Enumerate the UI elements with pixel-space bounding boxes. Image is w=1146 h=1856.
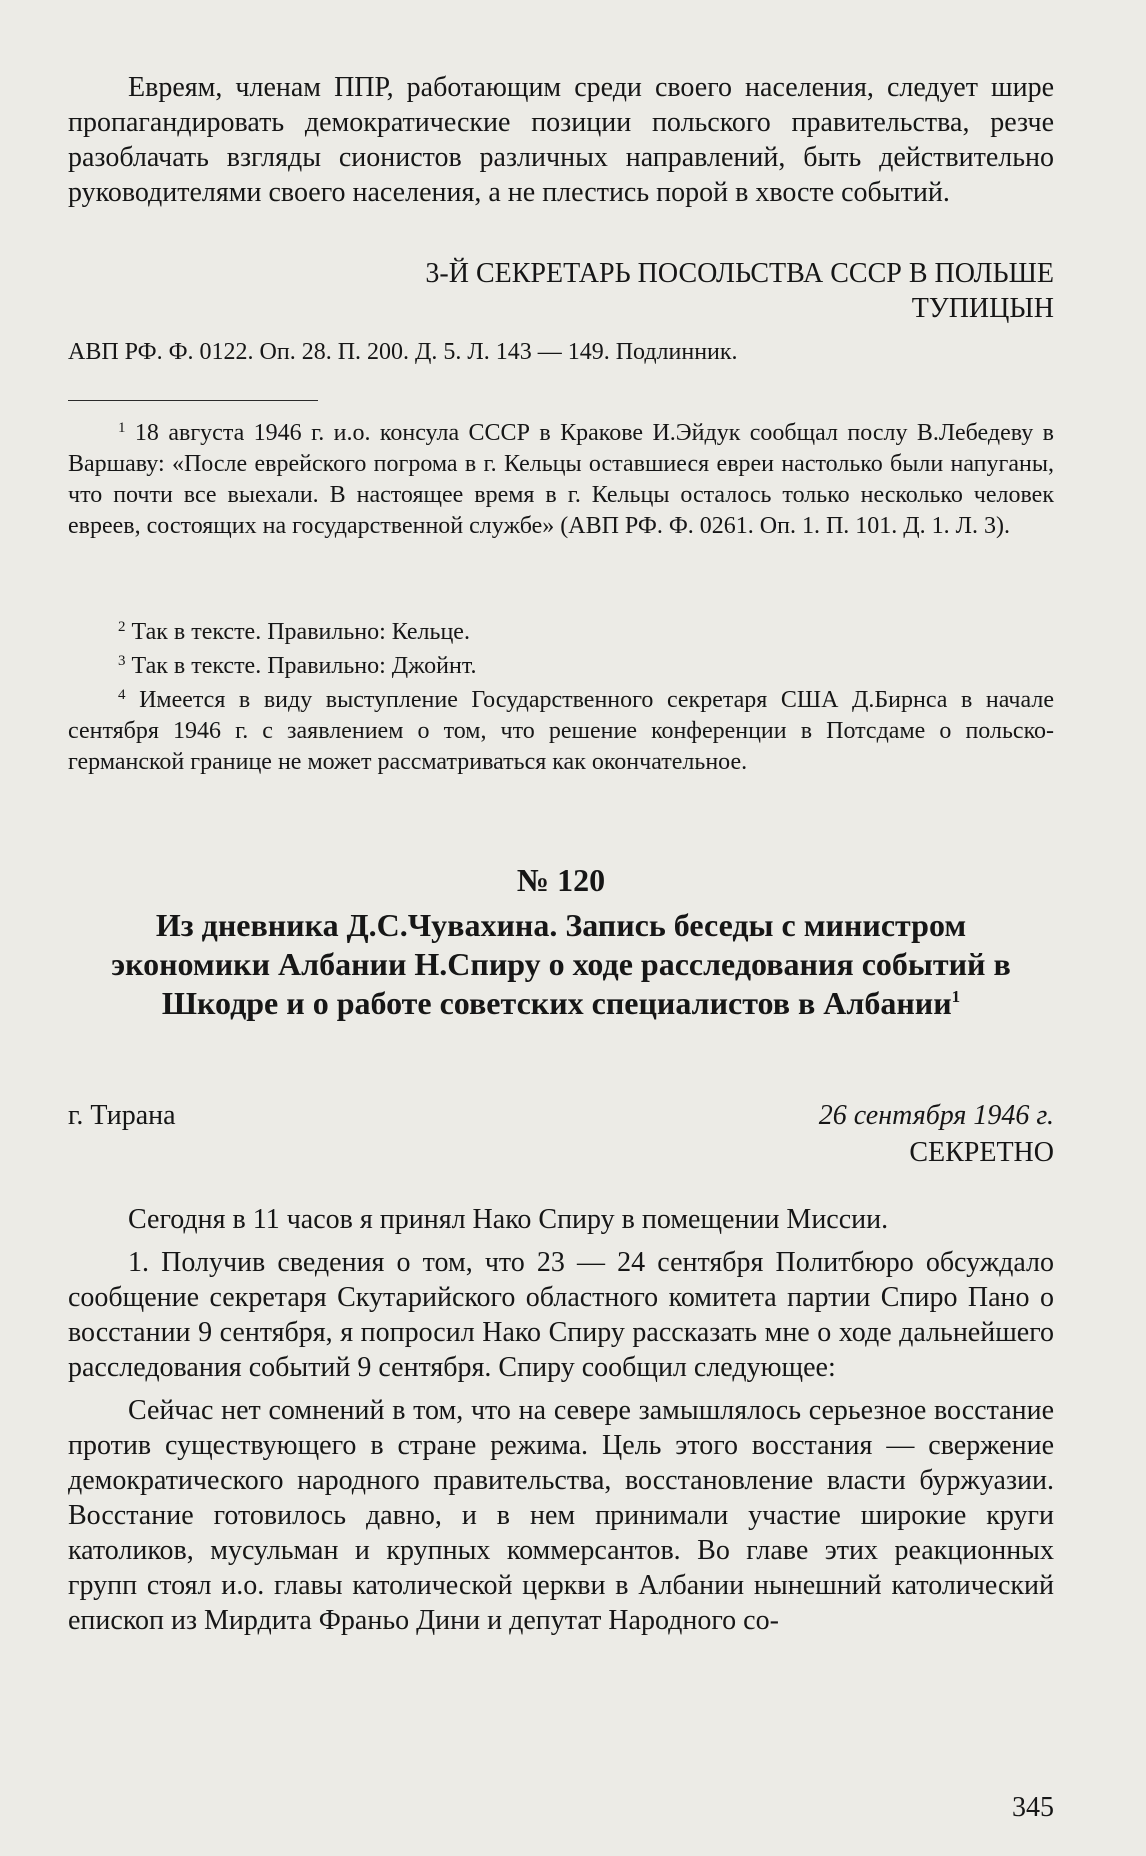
- body-paragraph-3: Сейчас нет сомнений в том, что на севере замышлялось серьезное восстание против существующего в стране режима. Цель этого восстания — свержение демократического народного правительства, восстановление власти буржуазии. Восстание готовилось давно, и в нем принимали участие широкие круги католиков, мусульман и крупных коммерсантов. Во главе этих реакционных групп стоял и.о. главы католической церкви в Албании нынешний католический епископ из Мирдита Франьо Дини и депутат Народного со-: [68, 1395, 1054, 1636]
- signature-name: ТУПИЦЫН: [911, 293, 1054, 324]
- footnote-2-text: Так в тексте. Правильно: Кельце.: [131, 619, 470, 645]
- body-section: [68, 1202, 1054, 1638]
- body-paragraph-1: Сегодня в 11 часов я принял Нако Спиру в помещении Миссии.: [128, 1204, 889, 1235]
- footnote-1: [68, 418, 1054, 542]
- footnote-separator: [68, 400, 318, 401]
- classification-mark: СЕКРЕТНО: [909, 1137, 1054, 1168]
- footnote-4-number: 4: [118, 687, 126, 703]
- document-place: г. Тирана: [68, 1100, 176, 1131]
- document-title-text: Из дневника Д.С.Чувахина. Запись беседы с министром экономики Албании Н.Спиру о ходе расследования событий в Шкодре и о работе советских специалистов в Албании: [111, 907, 1011, 1021]
- page-number: 345: [1012, 1792, 1054, 1823]
- intro-paragraph: Евреям, членам ППР, работающим среди своего населения, следует шире пропагандировать демократические позиции польского правительства, резче разоблачать взгляды сионистов различных направлений, быть действительно руководителями своего населения, а не плестись порой в хвосте событий.: [68, 72, 1054, 208]
- signature-position: 3-Й СЕКРЕТАРЬ ПОСОЛЬСТВА СССР В ПОЛЬШЕ: [425, 258, 1054, 289]
- document-title: [80, 906, 1042, 1023]
- document-date: 26 сентября 1946 г.: [818, 1100, 1054, 1131]
- archive-reference: АВП РФ. Ф. 0122. Оп. 28. П. 200. Д. 5. Л. 143 — 149. Подлинник.: [68, 339, 738, 365]
- footnote-3: [68, 651, 1054, 682]
- footnote-2-number: 2: [118, 619, 126, 635]
- footnote-1-text: 18 августа 1946 г. и.о. консула СССР в Кракове И.Эйдук сообщал послу В.Лебедеву в Варшаву: «После еврейского погрома в г. Кельцы оставшиеся евреи настолько были напуганы, что почти все выехали. В настоящее время в г. Кельцы осталось только несколько человек евреев, состоящих на государственной службе» (АВП РФ. Ф. 0261. Оп. 1. П. 101. Д. 1. Л. 3).: [68, 420, 1054, 539]
- intro-section: [68, 70, 1054, 210]
- footnote-2: [68, 617, 1054, 648]
- footnote-3-number: 3: [118, 653, 126, 669]
- footnote-3-text: Так в тексте. Правильно: Джойнт.: [131, 653, 477, 679]
- footnote-4-text: Имеется в виду выступление Государственного секретаря США Д.Бирнса в начале сентября 1946 г. с заявлением о том, что решение конференции в Потсдаме о польско-германской границе не может рассматриваться как окончательное.: [68, 687, 1054, 775]
- footnote-1-number: 1: [118, 420, 126, 436]
- body-paragraph-2: 1. Получив сведения о том, что 23 — 24 сентября Политбюро обсуждало сообщение секретаря Скутарийского областного комитета партии Спиро Пано о восстании 9 сентября, я попросил Нако Спиру рассказать мне о ходе дальнейшего расследования событий 9 сентября. Спиру сообщил следующее:: [68, 1247, 1054, 1383]
- document-number: № 120: [516, 862, 606, 898]
- footnote-4: [68, 685, 1054, 778]
- title-footnote-marker: 1: [951, 987, 961, 1006]
